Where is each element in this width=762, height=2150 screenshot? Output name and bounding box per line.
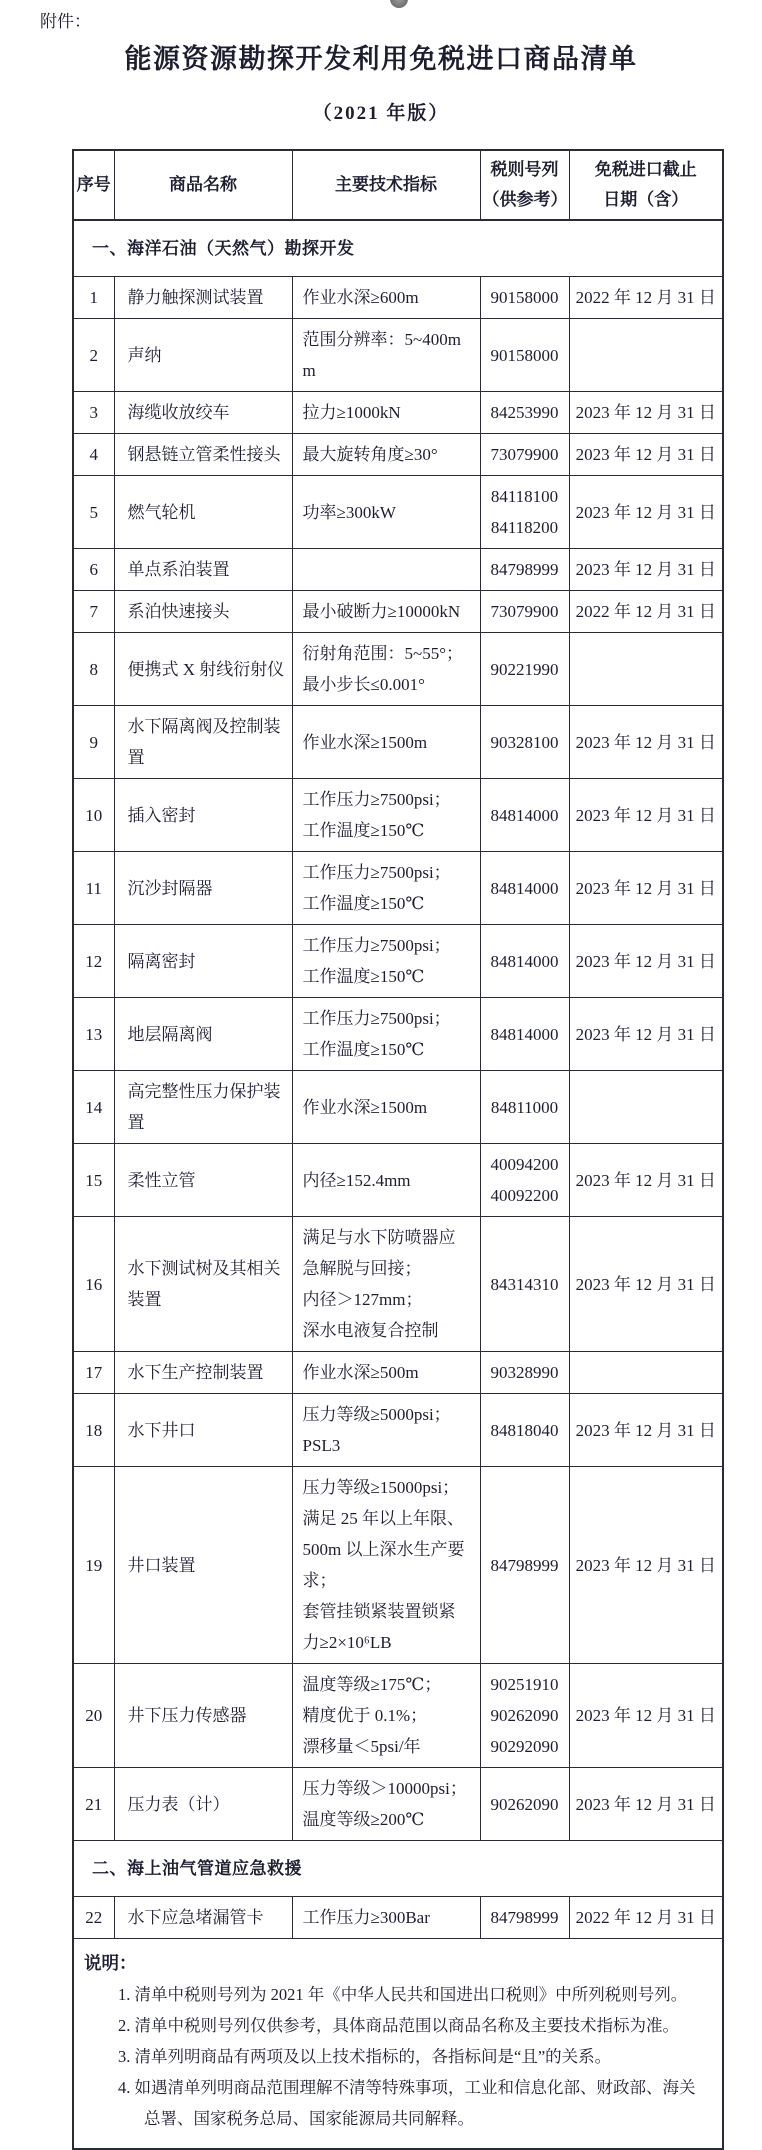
note-item: 4. 如遇清单列明商品范围理解不清等特殊事项，工业和信息化部、财政部、海关总署、国家税务总局、国家能源局共同解释。 xyxy=(118,2078,696,2128)
column-header-serial: 序号 xyxy=(73,150,114,220)
tech-spec-cell: 工作压力≥7500psi； 工作温度≥150℃ xyxy=(292,998,480,1071)
product-name-cell: 水下测试树及其相关装置 xyxy=(114,1217,292,1352)
tech-spec-cell: 作业水深≥600m xyxy=(292,277,480,319)
deadline-cell: 2023 年 12 月 31 日 xyxy=(569,1217,723,1352)
row-number-cell: 9 xyxy=(73,706,114,779)
column-header-tariff: 税则号列 （供参考） xyxy=(480,150,569,220)
tariff-code-cell: 90221990 xyxy=(480,633,569,706)
row-number-cell: 19 xyxy=(73,1467,114,1664)
tech-spec-cell: 作业水深≥1500m xyxy=(292,706,480,779)
page-title: 能源资源勘探开发利用免税进口商品清单 xyxy=(124,44,638,74)
column-header-deadline: 免税进口截止 日期（含） xyxy=(569,150,723,220)
row-number-cell: 4 xyxy=(73,434,114,476)
tech-spec-cell: 作业水深≥500m xyxy=(292,1352,480,1394)
tariff-code-cell: 84253990 xyxy=(480,392,569,434)
product-name-cell: 静力触探测试装置 xyxy=(114,277,292,319)
row-number-cell: 10 xyxy=(73,779,114,852)
tariff-code-cell: 84814000 xyxy=(480,925,569,998)
product-name-cell: 地层隔离阀 xyxy=(114,998,292,1071)
product-name-cell: 燃气轮机 xyxy=(114,476,292,549)
tariff-code-cell: 84814000 xyxy=(480,998,569,1071)
deadline-cell: 2023 年 12 月 31 日 xyxy=(569,434,723,476)
tariff-code-cell: 90262090 xyxy=(480,1768,569,1841)
tariff-code-cell: 84314310 xyxy=(480,1217,569,1352)
tariff-code-cell: 84811000 xyxy=(480,1071,569,1144)
product-name-cell: 海缆收放绞车 xyxy=(114,392,292,434)
product-name-cell: 水下应急堵漏管卡 xyxy=(114,1897,292,1939)
row-number-cell: 5 xyxy=(73,476,114,549)
notes-list xyxy=(118,1979,708,2134)
tech-spec-cell: 工作压力≥300Bar xyxy=(292,1897,480,1939)
tech-spec-cell: 满足与水下防喷器应急解脱与回接； 内径＞127mm； 深水电液复合控制 xyxy=(292,1217,480,1352)
table-row xyxy=(73,392,723,434)
deadline-cell: 2023 年 12 月 31 日 xyxy=(569,476,723,549)
deadline-cell: 2023 年 12 月 31 日 xyxy=(569,1768,723,1841)
tariff-code-cell: 73079900 xyxy=(480,591,569,633)
table-row xyxy=(73,633,723,706)
table-row xyxy=(73,852,723,925)
tech-spec-cell: 内径≥152.4mm xyxy=(292,1144,480,1217)
product-name-cell: 井下压力传感器 xyxy=(114,1664,292,1768)
tariff-code-cell: 84798999 xyxy=(480,1897,569,1939)
deadline-cell: 2023 年 12 月 31 日 xyxy=(569,706,723,779)
row-number-cell: 21 xyxy=(73,1768,114,1841)
row-number-cell: 17 xyxy=(73,1352,114,1394)
table-row xyxy=(73,1352,723,1394)
deadline-cell: 2022 年 12 月 31 日 xyxy=(569,1897,723,1939)
row-number-cell: 18 xyxy=(73,1394,114,1467)
section-header-title: 二、海上油气管道应急救援 xyxy=(73,1841,723,1897)
table-row xyxy=(73,1071,723,1144)
table-row xyxy=(73,277,723,319)
product-name-cell: 钢悬链立管柔性接头 xyxy=(114,434,292,476)
column-header-product: 商品名称 xyxy=(114,150,292,220)
row-number-cell: 16 xyxy=(73,1217,114,1352)
tech-spec-cell: 压力等级＞10000psi； 温度等级≥200℃ xyxy=(292,1768,480,1841)
row-number-cell: 2 xyxy=(73,319,114,392)
deadline-cell: 2023 年 12 月 31 日 xyxy=(569,852,723,925)
tariff-code-cell: 73079900 xyxy=(480,434,569,476)
product-name-cell: 高完整性压力保护装置 xyxy=(114,1071,292,1144)
tech-spec-cell: 衍射角范围：5~55°； 最小步长≤0.001° xyxy=(292,633,480,706)
deadline-cell: 2023 年 12 月 31 日 xyxy=(569,1394,723,1467)
tech-spec-cell: 工作压力≥7500psi； 工作温度≥150℃ xyxy=(292,925,480,998)
row-number-cell: 11 xyxy=(73,852,114,925)
tech-spec-cell: 最小破断力≥10000kN xyxy=(292,591,480,633)
table-row xyxy=(73,1467,723,1664)
attachment-label: 附件： xyxy=(40,12,91,31)
tariff-code-cell: 90328100 xyxy=(480,706,569,779)
tech-spec-cell: 范围分辨率：5~400mm xyxy=(292,319,480,392)
table-row xyxy=(73,1394,723,1467)
tech-spec-cell: 作业水深≥1500m xyxy=(292,1071,480,1144)
row-number-cell: 8 xyxy=(73,633,114,706)
column-header-specs: 主要技术指标 xyxy=(292,150,480,220)
deadline-cell: 2022 年 12 月 31 日 xyxy=(569,277,723,319)
row-number-cell: 7 xyxy=(73,591,114,633)
product-name-cell: 插入密封 xyxy=(114,779,292,852)
page-subtitle: （2021 年版） xyxy=(312,103,450,124)
product-name-cell: 水下井口 xyxy=(114,1394,292,1467)
tech-spec-cell xyxy=(292,549,480,591)
deadline-cell: 2023 年 12 月 31 日 xyxy=(569,998,723,1071)
product-name-cell: 系泊快速接头 xyxy=(114,591,292,633)
deadline-cell xyxy=(569,1352,723,1394)
section-header-title: 一、海洋石油（天然气）勘探开发 xyxy=(73,220,723,277)
tariff-code-cell: 90158000 xyxy=(480,319,569,392)
tariff-code-cell: 84798999 xyxy=(480,549,569,591)
tech-spec-cell: 工作压力≥7500psi； 工作温度≥150℃ xyxy=(292,779,480,852)
deadline-cell: 2023 年 12 月 31 日 xyxy=(569,392,723,434)
table-row xyxy=(73,549,723,591)
tech-spec-cell: 工作压力≥7500psi； 工作温度≥150℃ xyxy=(292,852,480,925)
notes-label: 说明： xyxy=(84,1953,137,1973)
table-row xyxy=(73,319,723,392)
product-name-cell: 单点系泊装置 xyxy=(114,549,292,591)
row-number-cell: 14 xyxy=(73,1071,114,1144)
tariff-code-cell: 90251910 90262090 90292090 xyxy=(480,1664,569,1768)
deadline-cell: 2023 年 12 月 31 日 xyxy=(569,925,723,998)
section-header-row xyxy=(73,220,723,277)
product-name-cell: 井口装置 xyxy=(114,1467,292,1664)
product-name-cell: 沉沙封隔器 xyxy=(114,852,292,925)
row-number-cell: 22 xyxy=(73,1897,114,1939)
product-name-cell: 便携式 X 射线衍射仪 xyxy=(114,633,292,706)
table-row xyxy=(73,476,723,549)
tech-spec-cell: 最大旋转角度≥30° xyxy=(292,434,480,476)
table-row xyxy=(73,1664,723,1768)
table-row xyxy=(73,998,723,1071)
table-row xyxy=(73,434,723,476)
deadline-cell xyxy=(569,319,723,392)
tariff-code-cell: 90158000 xyxy=(480,277,569,319)
tech-spec-cell: 拉力≥1000kN xyxy=(292,392,480,434)
table-row xyxy=(73,591,723,633)
note-item: 1. 清单中税则号列为 2021 年《中华人民共和国进出口税则》中所列税则号列。 xyxy=(118,1985,688,2004)
deadline-cell: 2023 年 12 月 31 日 xyxy=(569,1664,723,1768)
row-number-cell: 12 xyxy=(73,925,114,998)
row-number-cell: 13 xyxy=(73,998,114,1071)
tariff-code-cell: 84798999 xyxy=(480,1467,569,1664)
deadline-cell: 2023 年 12 月 31 日 xyxy=(569,1467,723,1664)
commodity-table xyxy=(72,149,724,2150)
tech-spec-cell: 温度等级≥175℃； 精度优于 0.1%； 漂移量＜5psi/年 xyxy=(292,1664,480,1768)
deadline-cell: 2022 年 12 月 31 日 xyxy=(569,591,723,633)
row-number-cell: 20 xyxy=(73,1664,114,1768)
tariff-code-cell: 90328990 xyxy=(480,1352,569,1394)
row-number-cell: 6 xyxy=(73,549,114,591)
deadline-cell: 2023 年 12 月 31 日 xyxy=(569,779,723,852)
deadline-cell xyxy=(569,633,723,706)
table-row xyxy=(73,1897,723,1939)
notes-cell xyxy=(73,1939,723,2150)
product-name-cell: 水下生产控制装置 xyxy=(114,1352,292,1394)
tariff-code-cell: 84118100 84118200 xyxy=(480,476,569,549)
table-row xyxy=(73,1217,723,1352)
tech-spec-cell: 压力等级≥15000psi； 满足 25 年以上年限、500m 以上深水生产要求； 套管挂锁紧装置锁紧力≥2×10⁶LB xyxy=(292,1467,480,1664)
tariff-code-cell: 84818040 xyxy=(480,1394,569,1467)
tech-spec-cell: 压力等级≥5000psi； PSL3 xyxy=(292,1394,480,1467)
product-name-cell: 水下隔离阀及控制装置 xyxy=(114,706,292,779)
row-number-cell: 3 xyxy=(73,392,114,434)
deadline-cell: 2023 年 12 月 31 日 xyxy=(569,1144,723,1217)
product-name-cell: 压力表（计） xyxy=(114,1768,292,1841)
product-name-cell: 隔离密封 xyxy=(114,925,292,998)
table-row xyxy=(73,706,723,779)
tariff-code-cell: 84814000 xyxy=(480,779,569,852)
notes-row xyxy=(73,1939,723,2150)
note-item: 2. 清单中税则号列仅供参考，具体商品范围以商品名称及主要技术指标为准。 xyxy=(118,2016,679,2035)
tariff-code-cell: 40094200 40092200 xyxy=(480,1144,569,1217)
row-number-cell: 15 xyxy=(73,1144,114,1217)
table-row xyxy=(73,1768,723,1841)
tariff-code-cell: 84814000 xyxy=(480,852,569,925)
table-row xyxy=(73,925,723,998)
deadline-cell xyxy=(569,1071,723,1144)
table-row xyxy=(73,779,723,852)
section-header-row xyxy=(73,1841,723,1897)
table-row xyxy=(73,1144,723,1217)
note-item: 3. 清单列明商品有两项及以上技术指标的，各指标间是“且”的关系。 xyxy=(118,2047,612,2066)
deadline-cell: 2023 年 12 月 31 日 xyxy=(569,549,723,591)
tech-spec-cell: 功率≥300kW xyxy=(292,476,480,549)
product-name-cell: 柔性立管 xyxy=(114,1144,292,1217)
product-name-cell: 声纳 xyxy=(114,319,292,392)
table-header-row xyxy=(73,150,723,220)
row-number-cell: 1 xyxy=(73,277,114,319)
